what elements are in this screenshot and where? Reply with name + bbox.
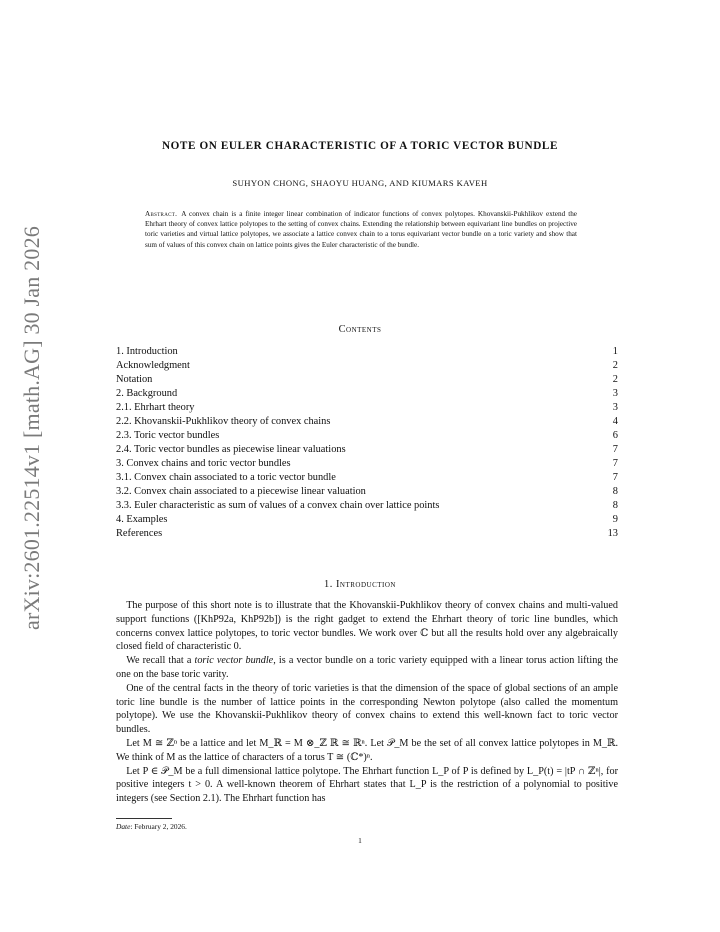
toc-entry[interactable] — [116, 401, 618, 415]
toc-entry-label[interactable]: 3. Convex chains and toric vector bundles — [116, 458, 291, 469]
toc-entry[interactable] — [116, 429, 618, 443]
toc-entry-page[interactable]: 7 — [612, 444, 618, 455]
paragraph — [116, 654, 618, 682]
toc-entry-label[interactable]: 2.4. Toric vector bundles as piecewise linear valuations — [116, 444, 346, 455]
paragraph — [116, 682, 618, 737]
toc-entry[interactable] — [116, 443, 618, 457]
toc-entry-page[interactable]: 4 — [612, 416, 618, 427]
toc-entry-page[interactable]: 3 — [612, 402, 618, 413]
footnote-divider — [116, 818, 172, 819]
toc-entry[interactable] — [116, 387, 618, 401]
toc-entry-label[interactable]: 3.1. Convex chain associated to a toric vector bundle — [116, 472, 336, 483]
contents-heading: Contents — [338, 324, 382, 335]
paragraph-text: , is a vector bundle on a toric variety equipped with a linear torus action lifting the one on the base toric varity. — [116, 655, 618, 680]
toc-entry-label[interactable]: 2.1. Ehrhart theory — [116, 402, 195, 413]
emphasized-term: toric vector bundle — [194, 655, 274, 667]
toc-entry-page[interactable]: 9 — [612, 514, 618, 525]
toc-entry-label[interactable]: 2. Background — [116, 388, 178, 399]
paragraph — [116, 737, 618, 765]
paragraph — [116, 765, 618, 806]
table-of-contents — [116, 345, 618, 541]
toc-entry-label[interactable]: References — [116, 528, 163, 539]
toc-entry[interactable] — [116, 499, 618, 513]
toc-entry[interactable] — [116, 359, 618, 373]
toc-entry-label[interactable]: 2.2. Khovanskii-Pukhlikov theory of convex chains — [116, 416, 331, 427]
toc-entry-label[interactable]: 4. Examples — [116, 514, 168, 525]
toc-entry-page[interactable]: 13 — [607, 528, 618, 539]
toc-entry-page[interactable]: 3 — [612, 388, 618, 399]
paragraph-text: The purpose of this short note is to illustrate that the Khovanskii-Pukhlikov theory of convex chains and multi-valued support functions ([KhP92a, KhP92b]) is the right gadget to extend the Ehrhart theory of toric line bundles, which concerns convex lattice polytopes, to toric vector bundles. We work over ℂ but all the results hold over any algebraically closed field of characteristic 0. — [116, 600, 618, 653]
section-heading-introduction: 1. Introduction — [324, 579, 396, 590]
toc-entry[interactable] — [116, 345, 618, 359]
paragraph-text: Let M ≅ ℤⁿ be a lattice and let M_ℝ = M ⊗_ℤ ℝ ≅ ℝⁿ. Let 𝒫_M be the set of all convex lattice polytopes in M_ℝ. We think of M as the lattice of characters of a torus T ≅ (ℂ*)ⁿ. — [116, 737, 618, 763]
toc-entry-page[interactable]: 8 — [612, 486, 618, 497]
toc-entry[interactable] — [116, 415, 618, 429]
toc-entry[interactable] — [116, 485, 618, 499]
toc-entry-page[interactable]: 2 — [612, 360, 618, 371]
toc-entry-page[interactable]: 7 — [612, 458, 618, 469]
arxiv-identifier[interactable]: arXiv:2601.22514v1 [math.AG] 30 Jan 2026 — [19, 226, 44, 630]
toc-entry-label[interactable]: 3.3. Euler characteristic as sum of values of a convex chain over lattice points — [116, 500, 440, 511]
paragraph — [116, 599, 618, 654]
toc-entry-label[interactable]: 1. Introduction — [116, 346, 178, 357]
page-number: 1 — [358, 836, 362, 845]
toc-entry[interactable] — [116, 373, 618, 387]
paragraph-text: Let P ∈ 𝒫_M be a full dimensional lattice polytope. The Ehrhart function L_P of P is defined by L_P(t) = |tP ∩ ℤⁿ|, for positive integers t > 0. A well-known theorem of Ehrhart states that L_P is the restriction of a polynomial to positive integers (see Section 2.1). The Ehrhart function has — [116, 765, 618, 805]
footnote-date — [116, 822, 187, 831]
toc-entry-page[interactable]: 2 — [612, 374, 618, 385]
abstract — [145, 209, 577, 250]
footnote-text: : February 2, 2026. — [130, 822, 187, 831]
toc-entry-label[interactable]: Notation — [116, 374, 153, 385]
footnote-label: Date — [116, 822, 131, 831]
toc-entry[interactable] — [116, 457, 618, 471]
paper-title: NOTE ON EULER CHARACTERISTIC OF A TORIC VECTOR BUNDLE — [161, 140, 559, 152]
toc-entry-page[interactable]: 7 — [612, 472, 618, 483]
toc-entry-label[interactable]: 3.2. Convex chain associated to a piecewise linear valuation — [116, 486, 366, 497]
abstract-text: A convex chain is a finite integer linear combination of indicator functions of convex polytopes. Khovanskii-Pukhlikov extend the Ehrhart theory of convex lattice polytopes to the setting of convex chains. Extending the relationship between equivariant line bundles on projective toric varieties and virtual lattice polytopes, we associate a lattice convex chain to a torus equivariant vector bundle on a toric variety and show that sum of values of this convex chain on lattice points gives the Euler characteristic of the bundle. — [145, 210, 577, 249]
paragraph-text: One of the central facts in the theory of toric varieties is that the dimension of the space of global sections of an ample toric line bundle is the number of lattice points in the corresponding Newton polytope (also called the momentum polytope). We use the Khovanskii-Pukhlikov theory of convex chains to extend this well-known fact to toric vector bundles. — [116, 682, 618, 736]
toc-entry[interactable] — [116, 527, 618, 541]
introduction-body — [116, 599, 618, 806]
toc-entry[interactable] — [116, 471, 618, 485]
paper-authors: SUHYON CHONG, SHAOYU HUANG, AND KIUMARS KAVEH — [232, 178, 488, 188]
toc-entry-label[interactable]: Acknowledgment — [116, 360, 190, 371]
toc-entry-page[interactable]: 1 — [612, 346, 618, 357]
toc-entry-label[interactable]: 2.3. Toric vector bundles — [116, 430, 220, 441]
toc-entry-page[interactable]: 8 — [612, 500, 618, 511]
toc-entry-page[interactable]: 6 — [612, 430, 618, 441]
toc-entry[interactable] — [116, 513, 618, 527]
paragraph-text: We recall that a — [126, 655, 195, 667]
abstract-label: Abstract. — [145, 210, 178, 218]
